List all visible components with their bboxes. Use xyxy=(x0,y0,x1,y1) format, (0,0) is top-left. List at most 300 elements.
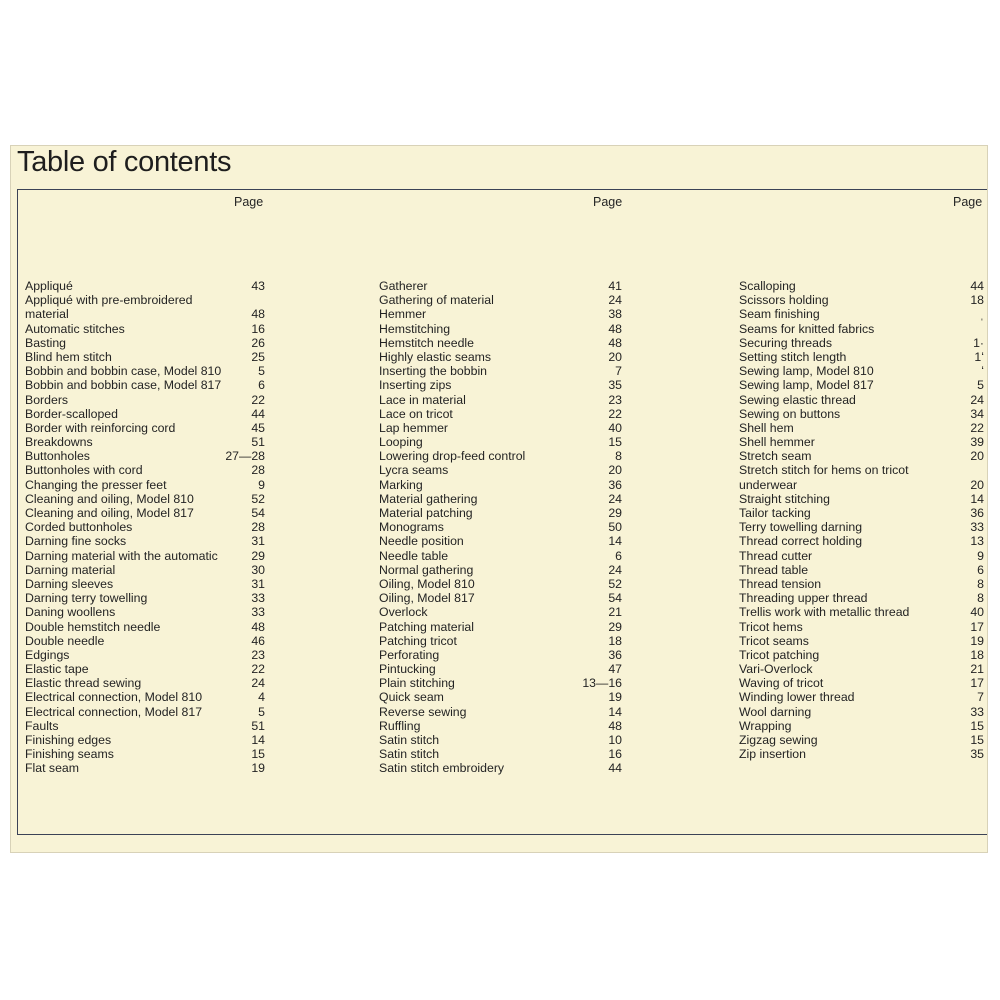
toc-entry-title: Straight stitching xyxy=(739,491,830,506)
toc-entry xyxy=(739,591,984,605)
toc-entry xyxy=(739,747,984,761)
toc-entry-page: 39 xyxy=(970,435,984,450)
toc-entry-page: 22 xyxy=(608,406,622,421)
toc-entry-title: Stretch stitch for hems on tricot xyxy=(739,463,909,478)
toc-entry xyxy=(379,634,622,648)
toc-entry-page: 33 xyxy=(251,591,265,606)
toc-entry xyxy=(25,520,265,534)
toc-entry xyxy=(25,350,265,364)
toc-entry xyxy=(379,705,622,719)
toc-entry-title: Flat seam xyxy=(25,761,79,776)
toc-entry-title: Thread correct holding xyxy=(739,534,863,549)
toc-entry-page: 24 xyxy=(608,562,622,577)
toc-entry-title: Securing threads xyxy=(739,335,832,350)
toc-entry-title: Stretch seam xyxy=(739,449,812,464)
toc-entry xyxy=(25,293,265,307)
toc-entry-title: Normal gathering xyxy=(379,562,474,577)
toc-entry-title: Zip insertion xyxy=(739,747,806,762)
toc-entry-page: 26 xyxy=(251,335,265,350)
toc-entry-title: Buttonholes xyxy=(25,449,90,464)
page-column-header-2: Page xyxy=(593,195,623,209)
toc-entry-title: Thread cutter xyxy=(739,548,813,563)
toc-entry-page: 44 xyxy=(970,279,984,293)
toc-entry-page: 1· xyxy=(973,335,984,350)
toc-entry xyxy=(25,364,265,378)
toc-entry-title: Material gathering xyxy=(379,491,478,506)
toc-entry-title: Needle table xyxy=(379,548,449,563)
toc-entry xyxy=(379,662,622,676)
toc-entry-page: 15 xyxy=(608,435,622,450)
toc-entry xyxy=(379,733,622,747)
toc-entry-title: Perforating xyxy=(379,647,440,662)
toc-entry-title: Seams for knitted fabrics xyxy=(739,321,875,336)
toc-entry xyxy=(25,407,265,421)
toc-entry-title: Cleaning and oiling, Model 817 xyxy=(25,506,194,520)
toc-entry-page: 45 xyxy=(251,420,265,435)
toc-entry xyxy=(379,761,622,775)
toc-entry-page: 19 xyxy=(970,633,984,648)
toc-entry xyxy=(379,719,622,733)
toc-entry-page: 21 xyxy=(608,605,622,620)
toc-entry-title: Setting stitch length xyxy=(739,349,847,364)
toc-entry-page: 5 xyxy=(977,378,984,393)
toc-entry-page: ʻ xyxy=(981,364,984,379)
toc-entry-title: Tricot seams xyxy=(739,633,809,648)
toc-entry-page: 50 xyxy=(608,520,622,535)
toc-entry xyxy=(379,322,622,336)
toc-column-1 xyxy=(25,279,265,776)
toc-entry-page: 36 xyxy=(608,477,622,492)
toc-entry-page: 24 xyxy=(608,293,622,308)
toc-entry xyxy=(739,605,984,619)
toc-entry-page: 28 xyxy=(251,463,265,478)
toc-entry-title: Oiling, Model 817 xyxy=(379,591,475,606)
toc-entry-title: Hemstitching xyxy=(379,321,451,336)
toc-entry-title: Elastic tape xyxy=(25,662,89,677)
toc-entry-page: 6 xyxy=(615,548,622,563)
toc-entry-title: Waving of tricot xyxy=(739,676,824,691)
toc-entry-title: Breakdowns xyxy=(25,435,93,450)
toc-entry xyxy=(25,421,265,435)
toc-entry xyxy=(739,648,984,662)
toc-entry-title: Lap hemmer xyxy=(379,420,449,435)
toc-entry-title: Satin stitch xyxy=(379,747,440,762)
toc-entry-title: Satin stitch embroidery xyxy=(379,761,505,776)
toc-entry-page: 33 xyxy=(970,520,984,535)
toc-entry-page: 36 xyxy=(608,647,622,662)
toc-entry-page: 48 xyxy=(251,619,265,634)
toc-entry xyxy=(739,563,984,577)
toc-entry-title: Lycra seams xyxy=(379,463,449,478)
toc-entry xyxy=(739,676,984,690)
toc-entry xyxy=(379,747,622,761)
toc-entry-page: 16 xyxy=(608,747,622,762)
toc-entry-page: 1ʻ xyxy=(974,349,984,364)
toc-entry-page: 16 xyxy=(251,321,265,336)
toc-entry-title: Faults xyxy=(25,718,59,733)
toc-entry-page: 20 xyxy=(970,449,984,464)
toc-entry-page: 36 xyxy=(970,506,984,520)
toc-entry-page: 18 xyxy=(970,293,984,308)
toc-entry-title: Electrical connection, Model 810 xyxy=(25,690,203,705)
toc-entry xyxy=(739,705,984,719)
toc-entry-page: 51 xyxy=(251,718,265,733)
toc-entry-title: Sewing elastic thread xyxy=(739,392,856,407)
toc-entry-page: 29 xyxy=(608,619,622,634)
toc-entry-page: 29 xyxy=(251,548,265,563)
toc-entry-title: Appliqué xyxy=(25,279,73,293)
toc-entry-title: Wool darning xyxy=(739,704,812,719)
toc-entry-title: Threading upper thread xyxy=(739,591,868,606)
toc-entry xyxy=(739,520,984,534)
toc-entry xyxy=(379,393,622,407)
toc-entry-title: Darning terry towelling xyxy=(25,591,148,606)
toc-entry xyxy=(25,620,265,634)
toc-entry xyxy=(379,549,622,563)
toc-entry xyxy=(25,393,265,407)
toc-entry-page: 28 xyxy=(251,520,265,535)
toc-entry-title: Highly elastic seams xyxy=(379,349,492,364)
toc-entry-title: Darning material with the automatic xyxy=(25,548,218,563)
toc-entry-title: Elastic thread sewing xyxy=(25,676,142,691)
toc-entry-page: 52 xyxy=(608,576,622,591)
toc-entry xyxy=(739,279,984,293)
toc-entry-title: Cleaning and oiling, Model 810 xyxy=(25,491,194,506)
toc-entry-page: 18 xyxy=(608,633,622,648)
toc-entry-title: Automatic stitches xyxy=(25,321,125,336)
toc-entry xyxy=(739,421,984,435)
toc-entry-page: 9 xyxy=(258,477,265,492)
toc-entry-title: Sewing on buttons xyxy=(739,406,841,421)
toc-entry-page: 20 xyxy=(970,477,984,492)
toc-entry-title: Oiling, Model 810 xyxy=(379,576,475,591)
toc-entry-page: 15 xyxy=(251,747,265,762)
toc-entry-page: 48 xyxy=(608,335,622,350)
toc-entry xyxy=(379,591,622,605)
toc-entry-title: Scissors holding xyxy=(739,293,829,308)
toc-entry-page: 6 xyxy=(258,378,265,393)
toc-entry-title: Appliqué with pre-embroidered xyxy=(25,293,193,308)
toc-entry-title: Shell hemmer xyxy=(739,435,815,450)
toc-entry xyxy=(739,478,984,492)
toc-entry-page: 14 xyxy=(970,491,984,506)
toc-entry-title: Finishing edges xyxy=(25,733,112,747)
toc-entry-title: Double hemstitch needle xyxy=(25,619,161,634)
toc-column-3 xyxy=(739,279,984,761)
toc-entry xyxy=(379,648,622,662)
toc-entry xyxy=(379,364,622,378)
toc-entry xyxy=(25,435,265,449)
toc-entry-page: 24 xyxy=(970,392,984,407)
toc-entry xyxy=(25,719,265,733)
toc-entry xyxy=(25,662,265,676)
toc-entry-page: 17 xyxy=(970,619,984,634)
toc-entry-title: Gathering of material xyxy=(379,293,494,308)
toc-entry-page: 43 xyxy=(251,279,265,293)
toc-entry xyxy=(379,563,622,577)
toc-entry-page: 6 xyxy=(977,562,984,577)
toc-entry-title: Inserting the bobbin xyxy=(379,364,488,379)
toc-entry-title: Border-scalloped xyxy=(25,406,118,421)
toc-entry-page: 24 xyxy=(251,676,265,691)
toc-entry-page: 47 xyxy=(608,662,622,677)
toc-entry-title: Bobbin and bobbin case, Model 810 xyxy=(25,364,222,379)
toc-entry xyxy=(739,620,984,634)
toc-entry-title: Darning fine socks xyxy=(25,534,127,549)
toc-entry-page: 24 xyxy=(608,491,622,506)
toc-entry-title: Changing the presser feet xyxy=(25,477,167,492)
toc-entry-title: Lace in material xyxy=(379,392,466,407)
toc-entry-page: 41 xyxy=(608,279,622,293)
toc-entry xyxy=(25,747,265,761)
toc-entry xyxy=(379,534,622,548)
toc-sheet xyxy=(10,145,988,853)
toc-entry-title: Terry towelling darning xyxy=(739,520,863,535)
toc-entry xyxy=(25,322,265,336)
toc-entry-title: Sewing lamp, Model 810 xyxy=(739,364,874,379)
toc-entry-page: 5 xyxy=(258,704,265,719)
toc-entry xyxy=(739,733,984,747)
toc-entry xyxy=(739,534,984,548)
page-column-header-3: Page xyxy=(953,195,983,209)
toc-entry-page: 33 xyxy=(251,605,265,620)
toc-entry xyxy=(25,378,265,392)
toc-entry-title: Plain stitching xyxy=(379,676,455,691)
toc-entry xyxy=(739,336,984,350)
toc-entry-page: 31 xyxy=(251,576,265,591)
toc-entry xyxy=(25,336,265,350)
toc-entry xyxy=(739,322,984,336)
toc-entry-page: 19 xyxy=(251,761,265,776)
toc-entry-title: Lace on tricot xyxy=(379,406,453,421)
toc-entry-title: Vari-Overlock xyxy=(739,662,813,677)
toc-entry-page: 15 xyxy=(970,718,984,733)
toc-entry xyxy=(25,463,265,477)
toc-entry-title: material xyxy=(25,307,69,322)
toc-entry xyxy=(739,378,984,392)
toc-entry-title: Tricot hems xyxy=(739,619,803,634)
toc-entry-title: Zigzag sewing xyxy=(739,733,818,747)
toc-entry xyxy=(739,364,984,378)
toc-entry xyxy=(25,492,265,506)
toc-entry-page: 18 xyxy=(970,647,984,662)
toc-entry-title: Buttonholes with cord xyxy=(25,463,143,478)
toc-entry xyxy=(739,449,984,463)
toc-entry xyxy=(739,350,984,364)
toc-entry-page: 25 xyxy=(251,349,265,364)
toc-entry-page: 44 xyxy=(608,761,622,776)
toc-entry-page: 14 xyxy=(608,704,622,719)
toc-entry xyxy=(379,520,622,534)
toc-entry-title: Tricot patching xyxy=(739,647,820,662)
toc-entry-page: 13 xyxy=(970,534,984,549)
toc-entry xyxy=(25,605,265,619)
toc-entry-page: 34 xyxy=(970,406,984,421)
toc-entry xyxy=(739,577,984,591)
toc-entry xyxy=(739,407,984,421)
page-title: Table of contents xyxy=(17,146,232,178)
toc-entry xyxy=(25,478,265,492)
toc-entry-page: 21 xyxy=(970,662,984,677)
toc-entry-title: Blind hem stitch xyxy=(25,349,112,364)
toc-entry xyxy=(739,393,984,407)
toc-entry-page: 44 xyxy=(251,406,265,421)
toc-entry-page: 14 xyxy=(608,534,622,549)
toc-entry-page: 51 xyxy=(251,435,265,450)
toc-entry-page: 17 xyxy=(970,676,984,691)
toc-entry xyxy=(739,690,984,704)
toc-entry-title: Hemmer xyxy=(379,307,427,322)
toc-entry-page: 48 xyxy=(608,718,622,733)
toc-entry-title: Borders xyxy=(25,392,69,407)
toc-entry-page: 48 xyxy=(608,321,622,336)
toc-entry xyxy=(739,634,984,648)
toc-entry xyxy=(25,549,265,563)
toc-entry xyxy=(25,733,265,747)
toc-entry xyxy=(379,307,622,321)
toc-entry xyxy=(25,563,265,577)
toc-entry xyxy=(25,577,265,591)
toc-entry-page: 19 xyxy=(608,690,622,705)
toc-entry xyxy=(25,307,265,321)
toc-entry-title: Thread tension xyxy=(739,576,822,591)
toc-entry-title: Satin stitch xyxy=(379,733,440,747)
toc-column-2 xyxy=(379,279,622,776)
toc-entry-title: Darning sleeves xyxy=(25,576,114,591)
toc-entry-title: Marking xyxy=(379,477,423,492)
toc-entry xyxy=(379,506,622,520)
toc-entry-title: Border with reinforcing cord xyxy=(25,420,176,435)
toc-entry xyxy=(379,378,622,392)
toc-entry-title: Patching tricot xyxy=(379,633,457,648)
toc-entry-page: 52 xyxy=(251,491,265,506)
toc-entry xyxy=(379,492,622,506)
toc-entry-page: 31 xyxy=(251,534,265,549)
toc-entry-title: Inserting zips xyxy=(379,378,452,393)
toc-entry xyxy=(379,350,622,364)
toc-entry-title: underwear xyxy=(739,477,798,492)
toc-entry-page: 46 xyxy=(251,633,265,648)
toc-entry-page: 48 xyxy=(251,307,265,322)
toc-entry-page: 23 xyxy=(608,392,622,407)
toc-entry xyxy=(739,549,984,563)
toc-entry-page: 20 xyxy=(608,349,622,364)
toc-entry xyxy=(379,449,622,463)
toc-entry-page: 54 xyxy=(608,591,622,606)
toc-entry-page: 54 xyxy=(251,506,265,520)
toc-entry-title: Ruffling xyxy=(379,718,421,733)
toc-entry-title: Bobbin and bobbin case, Model 817 xyxy=(25,378,222,393)
toc-entry-title: Edgings xyxy=(25,647,70,662)
toc-entry-title: Needle position xyxy=(379,534,464,549)
toc-entry-title: Double needle xyxy=(25,633,105,648)
toc-entry-title: Material patching xyxy=(379,506,473,520)
toc-entry-title: Monograms xyxy=(379,520,444,535)
toc-entry-title: Reverse sewing xyxy=(379,704,467,719)
toc-entry xyxy=(25,690,265,704)
toc-entry-title: Darning material xyxy=(25,562,116,577)
toc-entry-page: 33 xyxy=(970,704,984,719)
toc-entry-title: Finishing seams xyxy=(25,747,114,762)
toc-entry xyxy=(25,676,265,690)
toc-entry-title: Lowering drop-feed control xyxy=(379,449,526,464)
toc-entry xyxy=(379,620,622,634)
toc-entry-page: 29 xyxy=(608,506,622,520)
toc-entry xyxy=(379,279,622,293)
toc-entry xyxy=(25,648,265,662)
toc-entry-title: Daning woollens xyxy=(25,605,116,620)
toc-entry-title: Thread table xyxy=(739,562,809,577)
toc-entry-title: Electrical connection, Model 817 xyxy=(25,704,203,719)
toc-entry-page: 8 xyxy=(977,576,984,591)
toc-entry-page: 40 xyxy=(970,605,984,620)
toc-entry-page: 8 xyxy=(615,449,622,464)
toc-entry xyxy=(25,534,265,548)
toc-entry-title: Corded buttonholes xyxy=(25,520,133,535)
page-column-header-1: Page xyxy=(234,195,264,209)
toc-entry-title: Basting xyxy=(25,335,67,350)
toc-entry-title: Patching material xyxy=(379,619,475,634)
toc-entry xyxy=(739,719,984,733)
toc-entry xyxy=(739,662,984,676)
toc-entry xyxy=(379,463,622,477)
toc-entry xyxy=(379,336,622,350)
toc-entry-page: 4 xyxy=(258,690,265,705)
toc-entry xyxy=(739,506,984,520)
toc-entry-title: Winding lower thread xyxy=(739,690,855,705)
toc-entry-title: Looping xyxy=(379,435,423,450)
toc-entry-page: 35 xyxy=(608,378,622,393)
toc-entry xyxy=(25,634,265,648)
toc-entry-page: 5 xyxy=(258,364,265,379)
toc-entry xyxy=(25,506,265,520)
toc-entry-page: 35 xyxy=(970,747,984,762)
toc-entry-page: 27—28 xyxy=(225,449,265,464)
toc-entry-title: Trellis work with metallic thread xyxy=(739,605,910,620)
toc-entry-page: 7 xyxy=(615,364,622,379)
toc-entry-title: Scalloping xyxy=(739,279,796,293)
toc-entry-page: ˌ xyxy=(979,307,984,322)
toc-entry-page: 7 xyxy=(977,690,984,705)
toc-entry-title: Seam finishing xyxy=(739,307,820,322)
toc-entry-page: 9 xyxy=(977,548,984,563)
toc-entry-title: Wrapping xyxy=(739,718,792,733)
toc-entry-title: Shell hem xyxy=(739,420,794,435)
toc-entry-page: 14 xyxy=(251,733,265,747)
toc-entry xyxy=(379,421,622,435)
toc-entry xyxy=(379,690,622,704)
toc-entry xyxy=(379,407,622,421)
toc-entry xyxy=(739,435,984,449)
toc-entry-title: Tailor tacking xyxy=(739,506,811,520)
toc-entry-page: 10 xyxy=(608,733,622,747)
toc-entry-title: Pintucking xyxy=(379,662,436,677)
toc-entry-title: Quick seam xyxy=(379,690,444,705)
toc-entry-page: 22 xyxy=(251,662,265,677)
toc-entry xyxy=(379,293,622,307)
toc-entry xyxy=(739,463,984,477)
toc-entry-page: 22 xyxy=(251,392,265,407)
toc-entry-page: 8 xyxy=(977,591,984,606)
toc-entry xyxy=(379,676,622,690)
toc-entry xyxy=(379,605,622,619)
toc-entry xyxy=(25,449,265,463)
toc-entry xyxy=(25,705,265,719)
toc-entry xyxy=(379,478,622,492)
toc-entry-page: 15 xyxy=(970,733,984,747)
toc-entry xyxy=(379,435,622,449)
toc-entry-page: 20 xyxy=(608,463,622,478)
